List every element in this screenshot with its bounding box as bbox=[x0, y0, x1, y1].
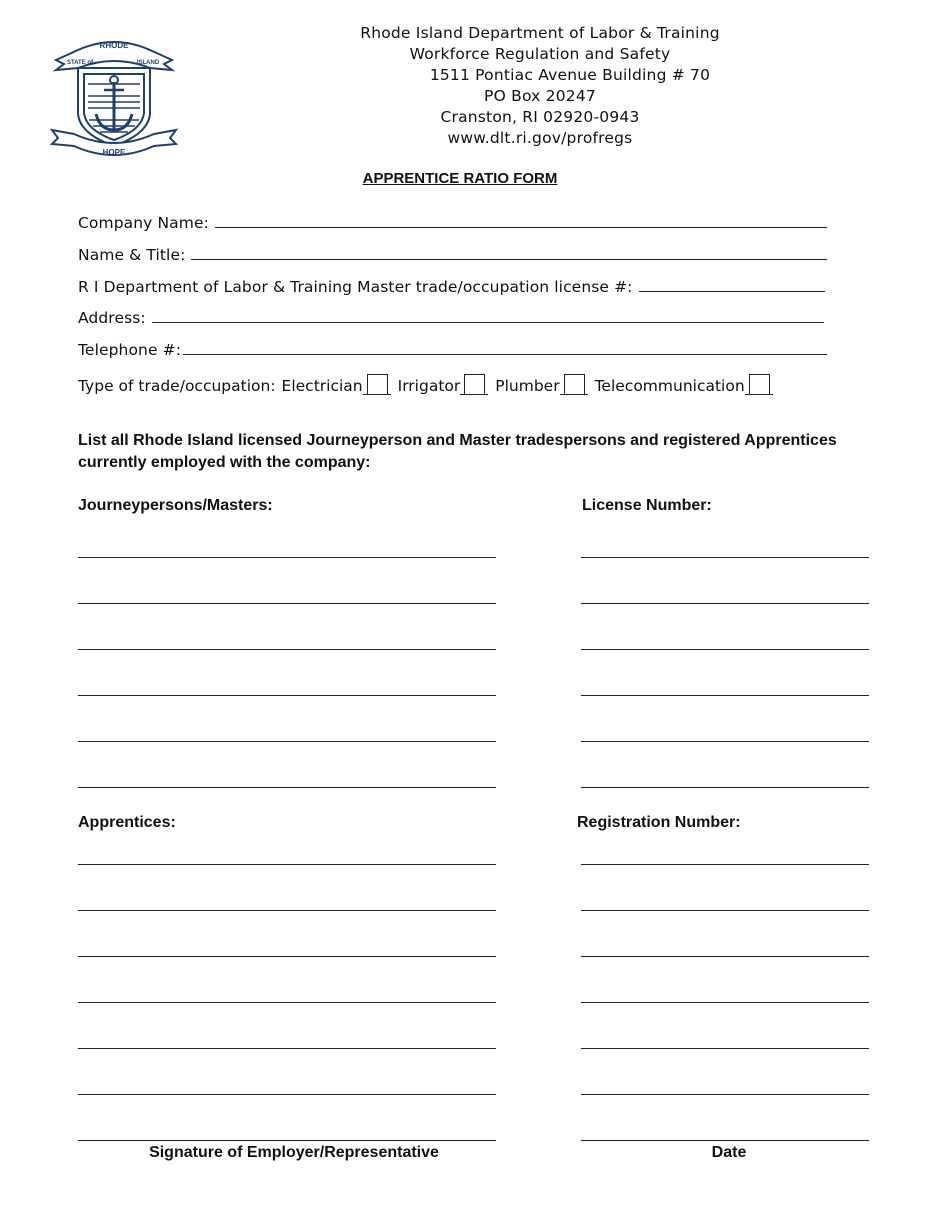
trade-occupation-row bbox=[78, 374, 838, 395]
registration-number-line-6[interactable] bbox=[581, 1094, 869, 1095]
license-number-line-5[interactable] bbox=[581, 741, 869, 742]
irrigator-checkbox[interactable] bbox=[460, 374, 488, 395]
apprentice-name-line-1[interactable] bbox=[78, 864, 496, 865]
journeyperson-name-line-1[interactable] bbox=[78, 557, 496, 558]
electrician-checkbox[interactable] bbox=[363, 374, 391, 395]
journeyperson-name-line-4[interactable] bbox=[78, 695, 496, 696]
signature-label: Signature of Employer/Representative bbox=[149, 1144, 439, 1161]
license-line[interactable] bbox=[639, 290, 825, 292]
irrigator-label: Irrigator bbox=[397, 377, 461, 395]
journeypersons-heading: Journeypersons/Masters: bbox=[78, 497, 273, 514]
journeyperson-name-line-5[interactable] bbox=[78, 741, 496, 742]
journeyperson-name-line-2[interactable] bbox=[78, 603, 496, 604]
electrician-label: Electrician bbox=[281, 377, 363, 395]
header-line-5: Cranston, RI 02920-0943 bbox=[440, 108, 640, 126]
seal-ribbon-top-text: RHODE bbox=[99, 41, 129, 50]
plumber-checkbox[interactable] bbox=[560, 374, 588, 395]
header-line-1: Rhode Island Department of Labor & Training bbox=[360, 24, 720, 42]
telephone-field[interactable] bbox=[78, 337, 827, 359]
company-name-label: Company Name: bbox=[78, 214, 209, 232]
registration-number-line-3[interactable] bbox=[581, 956, 869, 957]
date-line[interactable] bbox=[581, 1140, 869, 1141]
company-name-field[interactable] bbox=[78, 210, 827, 232]
instructions-text: List all Rhode Island licensed Journeyperson and Master tradespersons and registered Apprentices currently employed with the company: bbox=[78, 432, 837, 471]
company-name-line[interactable] bbox=[215, 226, 827, 228]
registration-number-line-2[interactable] bbox=[581, 910, 869, 911]
telecommunication-label: Telecommunication bbox=[594, 377, 745, 395]
name-title-label: Name & Title: bbox=[78, 246, 186, 264]
license-number-line-6[interactable] bbox=[581, 787, 869, 788]
telephone-label: Telephone #: bbox=[78, 341, 182, 359]
name-title-field[interactable] bbox=[78, 242, 827, 264]
header-line-4: PO Box 20247 bbox=[484, 87, 596, 105]
registration-number-line-5[interactable] bbox=[581, 1048, 869, 1049]
license-number-line-2[interactable] bbox=[581, 603, 869, 604]
telephone-line[interactable] bbox=[183, 353, 827, 355]
name-title-line[interactable] bbox=[191, 258, 827, 260]
registration-number-heading: Registration Number: bbox=[577, 814, 741, 831]
seal-ribbon-right-text: ISLAND bbox=[136, 60, 160, 66]
apprentices-heading: Apprentices: bbox=[78, 814, 176, 831]
journeyperson-name-line-6[interactable] bbox=[78, 787, 496, 788]
seal-ribbon-bottom-text: HOPE bbox=[102, 148, 126, 157]
journeyperson-name-line-3[interactable] bbox=[78, 649, 496, 650]
license-number-line-1[interactable] bbox=[581, 557, 869, 558]
license-label: R I Department of Labor & Training Master trade/occupation license #: bbox=[78, 278, 633, 296]
license-number-line-3[interactable] bbox=[581, 649, 869, 650]
header-line-3: 1511 Pontiac Avenue Building # 70 bbox=[429, 66, 711, 84]
header-website: www.dlt.ri.gov/profregs bbox=[447, 129, 633, 147]
telecommunication-checkbox[interactable] bbox=[745, 374, 773, 395]
trade-option-telecommunication[interactable] bbox=[595, 374, 780, 395]
form-title: APPRENTICE RATIO FORM bbox=[362, 170, 558, 187]
address-line[interactable] bbox=[152, 321, 824, 323]
license-number-line-4[interactable] bbox=[581, 695, 869, 696]
address-label: Address: bbox=[78, 309, 146, 327]
trade-option-electrician[interactable] bbox=[282, 374, 398, 395]
address-field[interactable] bbox=[78, 305, 824, 327]
signature-line[interactable] bbox=[78, 1140, 496, 1141]
trade-label: Type of trade/occupation: bbox=[78, 377, 276, 395]
apprentice-name-line-3[interactable] bbox=[78, 956, 496, 957]
registration-number-line-1[interactable] bbox=[581, 864, 869, 865]
apprentice-name-line-2[interactable] bbox=[78, 910, 496, 911]
date-label: Date bbox=[711, 1144, 747, 1161]
plumber-label: Plumber bbox=[495, 377, 560, 395]
apprentice-name-line-5[interactable] bbox=[78, 1048, 496, 1049]
apprentice-name-line-4[interactable] bbox=[78, 1002, 496, 1003]
rhode-island-state-seal bbox=[48, 34, 180, 158]
registration-number-line-4[interactable] bbox=[581, 1002, 869, 1003]
header-line-2: Workforce Regulation and Safety bbox=[409, 45, 671, 63]
trade-option-plumber[interactable] bbox=[495, 374, 594, 395]
apprentice-name-line-6[interactable] bbox=[78, 1094, 496, 1095]
seal-ribbon-left-text: STATE of bbox=[66, 60, 94, 66]
license-number-heading: License Number: bbox=[582, 497, 712, 514]
trade-option-irrigator[interactable] bbox=[398, 374, 496, 395]
license-field[interactable] bbox=[78, 274, 825, 296]
